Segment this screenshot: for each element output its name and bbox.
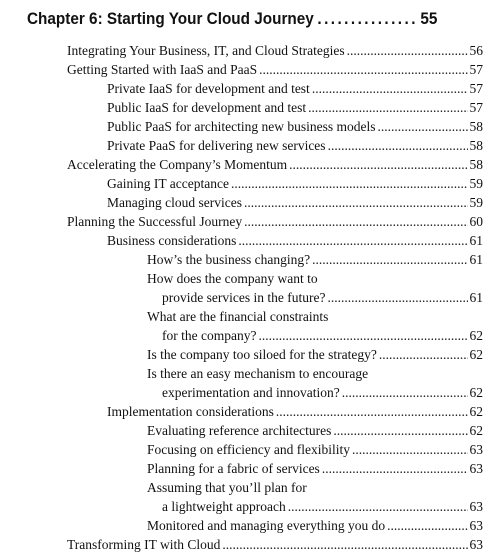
toc-entry-label: Business considerations: [107, 233, 237, 248]
dot-leader: [308, 98, 467, 117]
chapter-page-number: 55: [420, 9, 438, 28]
dot-leader: [259, 60, 467, 79]
toc-entry-label: provide services in the future?: [162, 290, 326, 305]
toc-entry-page: 62: [469, 423, 483, 438]
toc-entry: [107, 136, 483, 155]
toc-entry: [147, 459, 483, 478]
toc-entry: [107, 98, 483, 117]
dot-leader: [322, 459, 468, 478]
chapter-title: Chapter 6: Starting Your Cloud Journey: [27, 9, 314, 28]
toc-entry: [107, 117, 483, 136]
dot-leader: [231, 174, 468, 193]
dot-leader: [379, 345, 468, 364]
toc-entry: [162, 497, 483, 516]
toc-entry-label: Managing cloud services: [107, 195, 242, 210]
toc-entry-label: Integrating Your Business, IT, and Cloud Strategies: [67, 43, 345, 58]
toc-entry-label: Public PaaS for architecting new business models: [107, 119, 376, 134]
toc-entry-page: 61: [469, 290, 483, 305]
toc-entry: [147, 516, 483, 535]
toc-entry: [147, 421, 483, 440]
toc-entry-label: Assuming that you’ll plan for: [147, 480, 307, 495]
dot-leader: [289, 155, 467, 174]
dot-leader: [342, 383, 468, 402]
toc-entry-label: Planning for a fabric of services: [147, 461, 320, 476]
dot-leader: [244, 193, 468, 212]
chapter-heading: [27, 9, 437, 37]
toc-entry-page: 61: [469, 233, 483, 248]
toc-entry: [107, 174, 483, 193]
toc-entry-label: Getting Started with IaaS and PaaS: [67, 62, 258, 77]
toc-entry-page: 58: [469, 138, 483, 153]
toc-entry-label: Focusing on efficiency and flexibility: [147, 442, 350, 457]
toc-entry-label: Implementation considerations: [107, 404, 274, 419]
toc-entry-label: How does the company want to: [147, 271, 318, 286]
toc-entry-label: experimentation and innovation?: [162, 385, 340, 400]
dot-leader: [222, 535, 467, 554]
toc-entry: [67, 41, 483, 60]
toc-entry: [67, 535, 483, 554]
toc-entry-label: Monitored and managing everything you do: [147, 518, 386, 533]
dot-leader: [238, 231, 467, 250]
toc-entry-page: 63: [469, 518, 483, 533]
toc-entry-page: 59: [469, 176, 483, 191]
toc-entry-label: Private PaaS for delivering new services: [107, 138, 326, 153]
toc-entry-label: Private IaaS for development and test: [107, 81, 310, 96]
toc-entry-page: 63: [469, 442, 483, 457]
toc-entry: [162, 383, 483, 402]
toc-entry: [67, 60, 483, 79]
toc-entry: [107, 402, 483, 421]
dot-leader: [276, 402, 468, 421]
toc-entry: [147, 269, 483, 288]
toc-entry-page: 63: [469, 499, 483, 514]
toc-entry: [162, 288, 483, 307]
dot-leader: [312, 79, 468, 98]
dot-leader: [352, 440, 468, 459]
toc-entry-page: 63: [469, 461, 483, 476]
toc-entry-label: What are the financial constraints: [147, 309, 329, 324]
toc-entry-label: Gaining IT acceptance: [107, 176, 229, 191]
toc-entry-label: Planning the Successful Journey: [67, 214, 243, 229]
dot-leader: [312, 250, 467, 269]
toc-entry-page: 62: [469, 385, 483, 400]
toc-entry-label: How’s the business changing?: [147, 252, 311, 267]
toc-entry-label: Public IaaS for development and test: [107, 100, 307, 115]
dot-leader: [387, 516, 467, 535]
toc-entry-page: 62: [469, 404, 483, 419]
toc-entry-label: Evaluating reference architectures: [147, 423, 332, 438]
toc-entry-label: Transforming IT with Cloud: [67, 537, 221, 552]
toc-entry-page: 57: [469, 100, 483, 115]
toc-entry-page: 60: [469, 214, 483, 229]
toc-entry-page: 62: [469, 347, 483, 362]
toc-entry-page: 63: [469, 537, 483, 552]
toc-entry-label: Is the company too siloed for the strategy?: [147, 347, 377, 362]
dot-leader: [377, 117, 467, 136]
toc-entry: [147, 345, 483, 364]
toc-entry: [67, 155, 483, 174]
toc-entry: [147, 440, 483, 459]
toc-entry-label: a lightweight approach: [162, 499, 286, 514]
dot-leader: [258, 326, 467, 345]
dot-leader: [317, 9, 416, 29]
toc-entry-page: 62: [469, 328, 483, 343]
toc-entry: [162, 326, 483, 345]
toc-entry: [107, 193, 483, 212]
toc-entry-page: 56: [469, 43, 483, 58]
toc-entry: [147, 478, 483, 497]
toc-entry-page: 57: [469, 62, 483, 77]
toc-entry-label: Accelerating the Company’s Momentum: [67, 157, 288, 172]
dot-leader: [333, 421, 467, 440]
toc-entry: [107, 79, 483, 98]
toc-entry: [147, 364, 483, 383]
dot-leader: [244, 212, 467, 231]
dot-leader: [327, 288, 467, 307]
toc-entry: [147, 307, 483, 326]
toc-entry-label: Is there an easy mechanism to encourage: [147, 366, 369, 381]
toc-entry: [67, 212, 483, 231]
toc-entry-page: 57: [469, 81, 483, 96]
toc-entry-page: 58: [469, 119, 483, 134]
toc-entry-page: 61: [469, 252, 483, 267]
toc-entry-label: for the company?: [162, 328, 257, 343]
toc-entry: [107, 231, 483, 250]
toc-entry: [147, 250, 483, 269]
dot-leader: [328, 136, 468, 155]
dot-leader: [347, 41, 468, 60]
dot-leader: [288, 497, 468, 516]
toc-entry-page: 58: [469, 157, 483, 172]
toc-entry-page: 59: [469, 195, 483, 210]
